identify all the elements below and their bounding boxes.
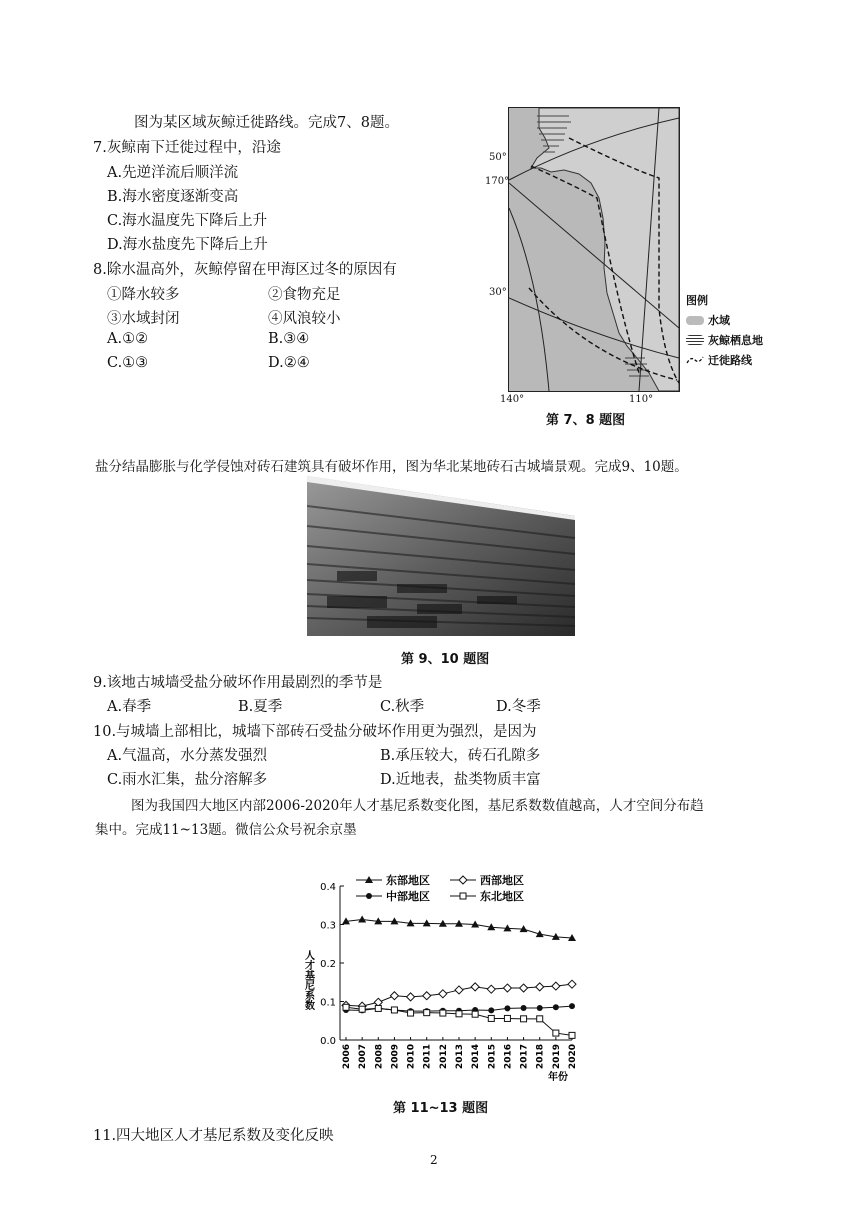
page-number: 2	[430, 1153, 438, 1167]
data-point-1-4	[407, 993, 415, 1001]
data-point-3-7	[456, 1011, 462, 1017]
data-point-3-12	[537, 1016, 543, 1022]
q7-option-d: D.海水盐度先下降后上升	[107, 237, 268, 253]
data-point-1-10	[503, 984, 511, 992]
migration-map	[508, 107, 680, 392]
data-point-3-8	[472, 1011, 478, 1017]
intro-11-13-line2: 集中。完成11~13题。微信公众号祝余京墨	[95, 822, 357, 838]
data-point-2-14	[569, 1003, 575, 1009]
data-point-3-9	[488, 1015, 494, 1021]
data-point-3-4	[408, 1010, 414, 1016]
legend-water	[686, 310, 763, 330]
data-point-1-12	[536, 983, 544, 991]
data-point-0-5	[423, 919, 431, 926]
gini-chart-svg	[300, 870, 590, 1085]
data-point-1-14	[568, 980, 576, 988]
q8-option-c: C.①③	[107, 355, 149, 371]
data-point-2-10	[504, 1005, 510, 1011]
x-tick-label: 2008	[374, 1044, 385, 1070]
data-point-3-0	[343, 1004, 349, 1010]
data-point-1-11	[520, 984, 528, 992]
map-caption: 第 7、8 题图	[546, 413, 626, 428]
q8-stem: 8.除水温高外，灰鲸停留在甲海区过冬的原因有	[93, 262, 397, 278]
q10-stem: 10.与城墙上部相比，城墙下部砖石受盐分破坏作用更为强烈，是因为	[93, 724, 537, 740]
q9-option-b: B.夏季	[238, 699, 283, 715]
chart-caption: 第 11~13 题图	[393, 1101, 489, 1116]
map-graphic	[509, 108, 679, 391]
map-label-30: 30°	[489, 287, 507, 298]
q10-option-d: D.近地表，盐类物质丰富	[380, 772, 541, 788]
q8-item-4: ④风浪较小	[268, 311, 341, 327]
x-tick-label: 2013	[455, 1044, 465, 1070]
x-tick-label: 2007	[358, 1044, 369, 1070]
legend-title: 图例	[686, 294, 708, 307]
q10-option-c: C.雨水汇集，盐分溶解多	[107, 772, 268, 788]
x-tick-label: 2017	[519, 1044, 530, 1070]
gini-chart	[300, 870, 590, 1085]
q10-option-b: B.承压较大，砖石孔隙多	[380, 748, 541, 764]
legend-marker-3	[460, 893, 466, 899]
data-point-3-6	[440, 1010, 446, 1016]
data-point-2-11	[521, 1005, 527, 1011]
x-tick-label: 2014	[471, 1044, 482, 1070]
q11-stem: 11.四大地区人才基尼系数及变化反映	[93, 1128, 334, 1144]
y-axis-label: 人才基尼系数	[302, 950, 314, 1010]
habitat-hatch-icon	[686, 335, 704, 345]
legend-water-label: 水域	[708, 314, 730, 327]
x-tick-label: 2006	[342, 1044, 352, 1070]
data-point-2-13	[553, 1004, 559, 1010]
y-tick-label: 0.4	[320, 882, 336, 893]
wall-image	[307, 476, 575, 636]
legend-habitat-label: 灰鲸栖息地	[708, 334, 763, 347]
x-tick-label: 2015	[487, 1044, 498, 1070]
data-point-2-12	[537, 1005, 543, 1011]
data-point-3-1	[359, 1006, 365, 1012]
q8-item-1: ①降水较多	[107, 287, 180, 303]
legend-marker-2	[366, 893, 372, 899]
x-tick-label: 2010	[406, 1044, 417, 1070]
map-legend	[686, 290, 763, 370]
x-tick-label: 2009	[390, 1044, 401, 1070]
legend-habitat	[686, 330, 763, 350]
q7-option-a: A.先逆洋流后顺洋流	[107, 165, 239, 181]
data-point-3-3	[391, 1007, 397, 1013]
x-tick-label: 2019	[551, 1044, 562, 1070]
intro-11-13-line1: 图为我国四大地区内部2006-2020年人才基尼系数变化图，基尼系数数值越高，人才空间分布趋	[131, 798, 704, 814]
map-label-170: 170°	[485, 176, 510, 187]
intro-9-10: 盐分结晶膨胀与化学侵蚀对砖石建筑具有破坏作用，图为华北某地砖石古城墙景观。完成9、10题。	[95, 459, 688, 475]
data-point-1-6	[439, 990, 447, 998]
map-label-110: 110°	[629, 394, 654, 405]
route-line-icon	[686, 355, 704, 365]
x-tick-label: 2012	[438, 1044, 449, 1070]
water-swatch-icon	[686, 316, 704, 325]
data-point-0-7	[455, 920, 463, 927]
legend-route	[686, 350, 763, 370]
legend-label-3: 东北地区	[480, 890, 524, 903]
city-wall-photo	[307, 476, 575, 636]
data-point-0-1	[358, 915, 366, 922]
q9-stem: 9.该地古城墙受盐分破坏作用最剧烈的季节是	[93, 675, 383, 691]
data-point-1-8	[471, 983, 479, 991]
q8-item-3: ③水域封闭	[107, 311, 180, 327]
q8-option-b: B.③④	[268, 331, 310, 347]
legend-label-2: 中部地区	[386, 890, 430, 903]
photo-caption: 第 9、10 题图	[401, 652, 490, 667]
legend-marker-1	[459, 876, 467, 884]
data-point-1-5	[423, 992, 431, 1000]
data-point-3-11	[521, 1016, 527, 1022]
x-axis-label: 年份	[548, 1072, 568, 1083]
data-point-3-5	[424, 1010, 430, 1016]
q8-option-d: D.②④	[268, 355, 310, 371]
data-point-1-9	[487, 985, 495, 993]
data-point-3-14	[569, 1032, 575, 1038]
x-tick-label: 2018	[535, 1044, 546, 1070]
x-tick-label: 2020	[568, 1044, 578, 1070]
intro-7-8: 图为某区域灰鲸迁徙路线。完成7、8题。	[134, 115, 399, 131]
legend-label-1: 西部地区	[480, 874, 524, 887]
y-tick-label: 0.0	[320, 1036, 336, 1047]
legend-route-label: 迁徙路线	[708, 354, 752, 367]
map-label-50: 50°	[489, 152, 507, 163]
data-point-3-2	[375, 1005, 381, 1011]
data-point-3-13	[553, 1030, 559, 1036]
y-tick-label: 0.3	[320, 920, 336, 932]
y-tick-label: 0.1	[320, 997, 336, 1009]
data-point-3-10	[504, 1015, 510, 1021]
map-label-140: 140°	[500, 394, 525, 405]
q9-option-d: D.冬季	[496, 699, 541, 715]
data-point-1-7	[455, 986, 463, 994]
q7-option-c: C.海水温度先下降后上升	[107, 213, 268, 229]
legend-label-0: 东部地区	[386, 874, 430, 887]
q9-option-c: C.秋季	[380, 699, 425, 715]
q7-option-b: B.海水密度逐渐变高	[107, 189, 239, 205]
y-tick-label: 0.2	[320, 959, 336, 970]
data-point-0-3	[390, 917, 398, 924]
q7-stem: 7.灰鲸南下迁徙过程中，沿途	[93, 140, 281, 156]
q8-item-2: ②食物充足	[268, 287, 341, 303]
x-tick-label: 2016	[503, 1044, 514, 1070]
data-point-1-3	[390, 992, 398, 1000]
q8-option-a: A.①②	[107, 331, 149, 347]
data-point-2-9	[488, 1007, 494, 1013]
q10-option-a: A.气温高，水分蒸发强烈	[107, 748, 268, 764]
q9-option-a: A.春季	[107, 699, 152, 715]
data-point-1-13	[552, 982, 560, 990]
x-tick-label: 2011	[422, 1044, 433, 1070]
